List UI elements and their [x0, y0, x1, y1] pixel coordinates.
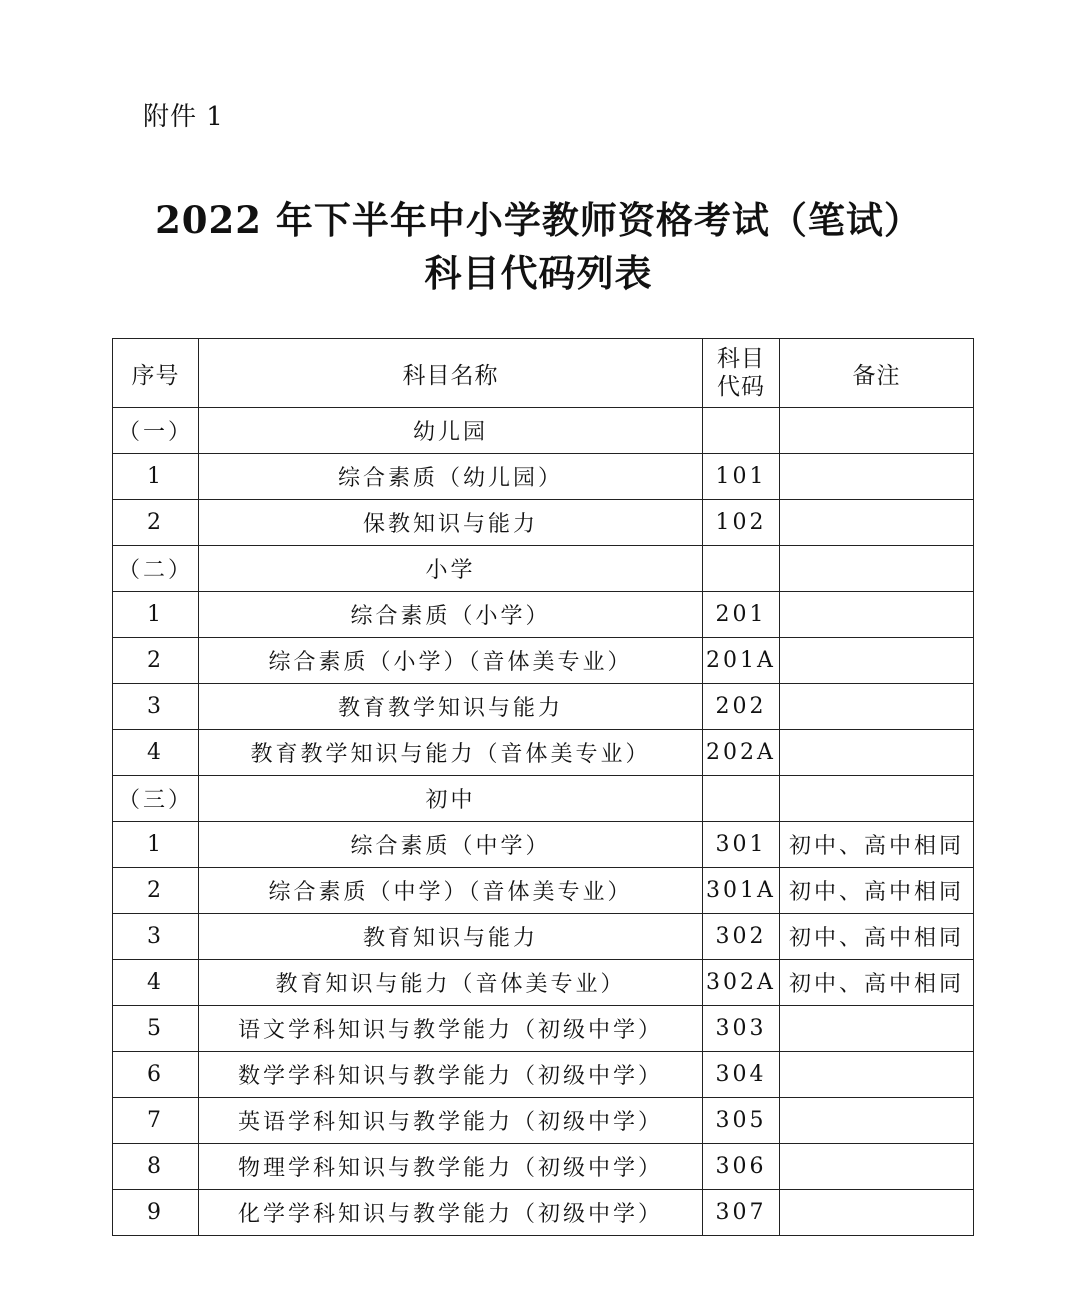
table-row	[113, 1098, 974, 1144]
cell-subject-name: 教育知识与能力（音体美专业）	[199, 960, 703, 1006]
table-row	[113, 822, 974, 868]
cell-seq: 4	[113, 730, 199, 776]
cell-subject-name: 教育教学知识与能力	[199, 684, 703, 730]
header-note: 备注	[780, 339, 974, 408]
cell-note: 初中、高中相同	[780, 914, 974, 960]
cell-seq: 4	[113, 960, 199, 1006]
cell-seq: 8	[113, 1144, 199, 1190]
cell-seq: 5	[113, 1006, 199, 1052]
cell-subject-name: 教育知识与能力	[199, 914, 703, 960]
cell-subject-code: 202A	[703, 730, 780, 776]
cell-note	[780, 1006, 974, 1052]
table-row	[113, 408, 974, 454]
cell-note	[780, 776, 974, 822]
cell-subject-name: 英语学科知识与教学能力（初级中学）	[199, 1098, 703, 1144]
table-row	[113, 730, 974, 776]
cell-subject-code: 302	[703, 914, 780, 960]
cell-note	[780, 408, 974, 454]
cell-note	[780, 730, 974, 776]
cell-subject-name: 综合素质（小学）	[199, 592, 703, 638]
table-body	[113, 408, 974, 1236]
cell-subject-name: 保教知识与能力	[199, 500, 703, 546]
cell-subject-code: 101	[703, 454, 780, 500]
cell-subject-code	[703, 776, 780, 822]
cell-subject-name: 初中	[199, 776, 703, 822]
cell-note	[780, 454, 974, 500]
cell-seq: 2	[113, 638, 199, 684]
cell-seq: 7	[113, 1098, 199, 1144]
cell-seq: 3	[113, 914, 199, 960]
cell-note: 初中、高中相同	[780, 868, 974, 914]
cell-subject-name: 综合素质（幼儿园）	[199, 454, 703, 500]
cell-note	[780, 1052, 974, 1098]
header-subject-name: 科目名称	[199, 339, 703, 408]
cell-note: 初中、高中相同	[780, 822, 974, 868]
table-row	[113, 1144, 974, 1190]
cell-subject-name: 小学	[199, 546, 703, 592]
cell-subject-code: 102	[703, 500, 780, 546]
cell-seq: （一）	[113, 408, 199, 454]
header-subject-code	[703, 339, 780, 408]
table-row	[113, 638, 974, 684]
header-code-line1: 科目	[717, 346, 765, 372]
header-seq: 序号	[113, 339, 199, 408]
document-subtitle: 科目代码列表	[424, 251, 653, 295]
cell-seq: （三）	[113, 776, 199, 822]
cell-subject-name: 综合素质（小学）（音体美专业）	[199, 638, 703, 684]
subject-code-table	[112, 338, 974, 1236]
table-row	[113, 1006, 974, 1052]
cell-note: 初中、高中相同	[780, 960, 974, 1006]
table-row	[113, 914, 974, 960]
cell-subject-code: 304	[703, 1052, 780, 1098]
attachment-label: 附件 1	[143, 102, 224, 132]
cell-subject-code	[703, 408, 780, 454]
cell-note	[780, 1098, 974, 1144]
cell-subject-code: 201A	[703, 638, 780, 684]
cell-seq: 9	[113, 1190, 199, 1236]
cell-subject-code: 202	[703, 684, 780, 730]
cell-subject-code: 305	[703, 1098, 780, 1144]
cell-subject-code: 307	[703, 1190, 780, 1236]
header-code-line2: 代码	[717, 374, 765, 400]
cell-subject-name: 化学学科知识与教学能力（初级中学）	[199, 1190, 703, 1236]
cell-subject-name: 综合素质（中学）（音体美专业）	[199, 868, 703, 914]
table-row	[113, 454, 974, 500]
table-row	[113, 684, 974, 730]
cell-subject-name: 幼儿园	[199, 408, 703, 454]
table-row	[113, 500, 974, 546]
cell-seq: 1	[113, 822, 199, 868]
cell-subject-name: 语文学科知识与教学能力（初级中学）	[199, 1006, 703, 1052]
cell-seq: 6	[113, 1052, 199, 1098]
cell-seq: 3	[113, 684, 199, 730]
cell-note	[780, 684, 974, 730]
cell-subject-name: 物理学科知识与教学能力（初级中学）	[199, 1144, 703, 1190]
cell-seq: 1	[113, 592, 199, 638]
cell-subject-code: 303	[703, 1006, 780, 1052]
cell-note	[780, 592, 974, 638]
cell-subject-code: 302A	[703, 960, 780, 1006]
cell-seq: 1	[113, 454, 199, 500]
table-row	[113, 1190, 974, 1236]
table-row	[113, 546, 974, 592]
table-row	[113, 1052, 974, 1098]
cell-note	[780, 638, 974, 684]
document-title: 2022 年下半年中小学教师资格考试（笔试）	[155, 198, 922, 242]
table-header-row	[113, 339, 974, 408]
table-row	[113, 868, 974, 914]
cell-subject-code: 301A	[703, 868, 780, 914]
cell-note	[780, 546, 974, 592]
cell-subject-name: 教育教学知识与能力（音体美专业）	[199, 730, 703, 776]
cell-seq: （二）	[113, 546, 199, 592]
cell-subject-code: 201	[703, 592, 780, 638]
cell-seq: 2	[113, 500, 199, 546]
table-row	[113, 776, 974, 822]
cell-subject-code: 301	[703, 822, 780, 868]
cell-subject-name: 综合素质（中学）	[199, 822, 703, 868]
cell-note	[780, 1190, 974, 1236]
table-row	[113, 960, 974, 1006]
cell-subject-code: 306	[703, 1144, 780, 1190]
cell-note	[780, 500, 974, 546]
cell-note	[780, 1144, 974, 1190]
cell-subject-name: 数学学科知识与教学能力（初级中学）	[199, 1052, 703, 1098]
cell-seq: 2	[113, 868, 199, 914]
table-row	[113, 592, 974, 638]
cell-subject-code	[703, 546, 780, 592]
